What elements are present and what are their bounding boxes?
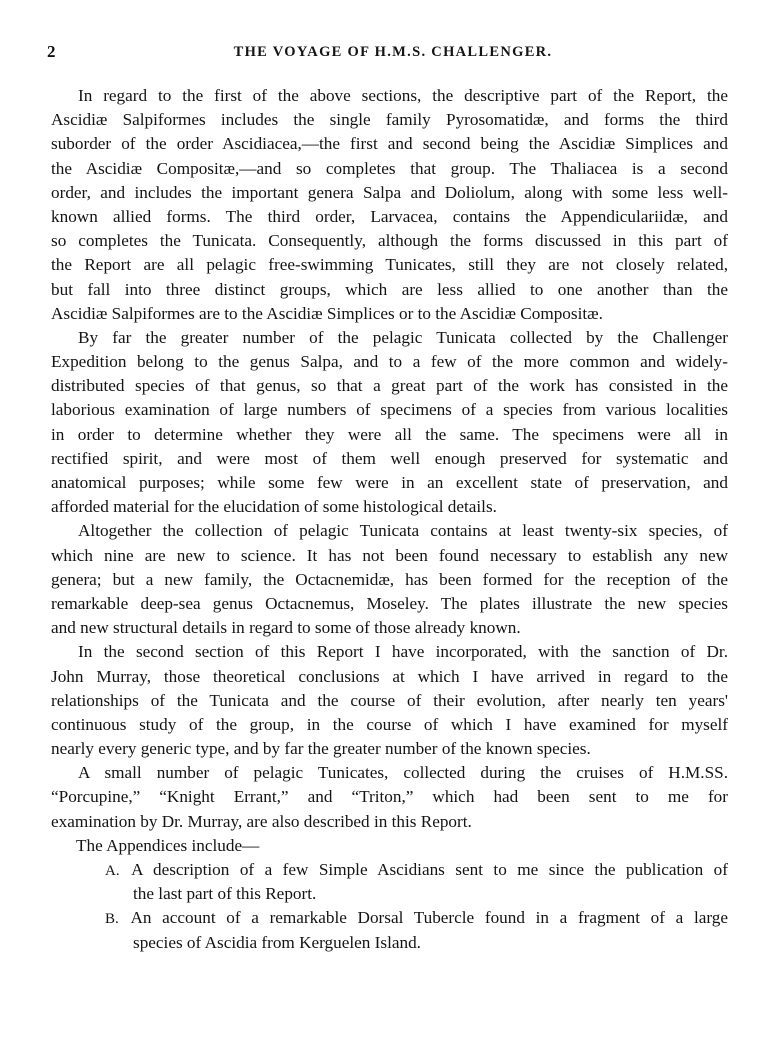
text-line: By far the greater number of the pelagic Tunicata collected by the Challenger — [78, 327, 728, 347]
text-line: remarkable deep-sea genus Octacnemus, Moseley. The plates illustrate the new species — [51, 593, 728, 613]
text-line: John Murray, those theoretical conclusions at which I have arrived in regard to the — [51, 666, 728, 686]
text-line: genera; but a new family, the Octacnemidæ, has been formed for the reception of the — [51, 569, 728, 589]
appendix-item-a — [51, 858, 728, 906]
text-line: distributed species of that genus, so that a great part of the work has consisted in the — [51, 376, 728, 396]
text-line: Altogether the collection of pelagic Tunicata contains at least twenty-six species, of — [78, 521, 728, 541]
text-line: suborder of the order Ascidiacea,—the first and second being the Ascidiæ Simplices and — [51, 134, 728, 154]
appendix-line: the last part of this Report. — [133, 884, 317, 904]
text-line: in order to determine whether they were all the same. The specimens were all in — [51, 424, 728, 444]
text-line: the Ascidiæ Compositæ,—and so completes that group. The Thaliacea is a second — [51, 158, 728, 178]
text-line: nearly every generic type, and by far the greater number of the known species. — [51, 739, 591, 759]
running-title: THE VOYAGE OF H.M.S. CHALLENGER. — [233, 44, 553, 60]
text-line: laborious examination of large numbers of specimens of a species from various localities — [51, 400, 728, 420]
text-line: relationships of the Tunicata and the course of their evolution, after nearly ten years' — [51, 690, 728, 710]
appendix-line — [51, 906, 728, 930]
text-line: which nine are new to science. It has not been found necessary to establish any new — [51, 545, 728, 565]
appendix-label: B. — [105, 911, 119, 928]
paragraph-5 — [51, 761, 728, 834]
text-line: anatomical purposes; while some few were in an excellent state of preservation, and — [51, 473, 728, 492]
text-line: Ascidiæ Salpiformes includes the single family Pyrosomatidæ, and forms the third — [51, 110, 728, 130]
appendix-text: A description of a few Simple Ascidians sent to me since the publication of — [131, 860, 728, 879]
appendices — [51, 834, 728, 955]
text-line: In the second section of this Report I have incorporated, with the sanction of Dr. — [78, 642, 728, 662]
text-line: A small number of pelagic Tunicates, collected during the cruises of H.M.SS. — [78, 763, 728, 783]
text-line: Ascidiæ Salpiformes are to the Ascidiæ Simplices or to the Ascidiæ Compositæ. — [51, 303, 603, 323]
appendix-item-b — [51, 906, 728, 954]
text-line: examination by Dr. Murray, are also described in this Report. — [51, 811, 472, 831]
paragraph-1 — [51, 84, 728, 326]
text-line: order, and includes the important genera Salpa and Doliolum, along with some less well- — [51, 182, 728, 202]
appendix-label: A. — [105, 863, 120, 879]
text-line: the Report are all pelagic free-swimming Tunicates, still they are not closely related, — [51, 255, 728, 275]
text-line: afforded material for the elucidation of some histological details. — [51, 497, 497, 517]
paragraph-2 — [51, 326, 728, 520]
page-header — [40, 42, 746, 66]
appendix-line: species of Ascidia from Kerguelen Island. — [133, 932, 421, 952]
text-line: but fall into three distinct groups, which are less allied to one another than the — [51, 279, 728, 299]
paragraph-4 — [51, 640, 728, 761]
text-line: continuous study of the group, in the course of which I have examined for myself — [51, 714, 728, 734]
text-line: and new structural details in regard to some of those already known. — [51, 618, 521, 638]
appendix-line — [51, 858, 728, 882]
text-line: so completes the Tunicata. Consequently, although the forms discussed in this part of — [51, 231, 728, 251]
text-line: In regard to the first of the above sections, the descriptive part of the Report, the — [78, 86, 728, 105]
appendices-intro: The Appendices include— — [76, 835, 260, 855]
page-number: 2 — [47, 42, 56, 61]
body-text — [51, 84, 728, 955]
text-line: rectified spirit, and were most of them well enough preserved for systematic and — [51, 448, 728, 468]
text-line: “Porcupine,” “Knight Errant,” and “Triton,” which had been sent to me for — [51, 787, 728, 807]
appendix-text: An account of a remarkable Dorsal Tubercle found in a fragment of a large — [130, 908, 728, 928]
paragraph-3 — [51, 519, 728, 640]
text-line: known allied forms. The third order, Larvacea, contains the Appendiculariidæ, and — [51, 206, 728, 226]
text-line: Expedition belong to the genus Salpa, and to a few of the more common and widely- — [51, 352, 728, 372]
